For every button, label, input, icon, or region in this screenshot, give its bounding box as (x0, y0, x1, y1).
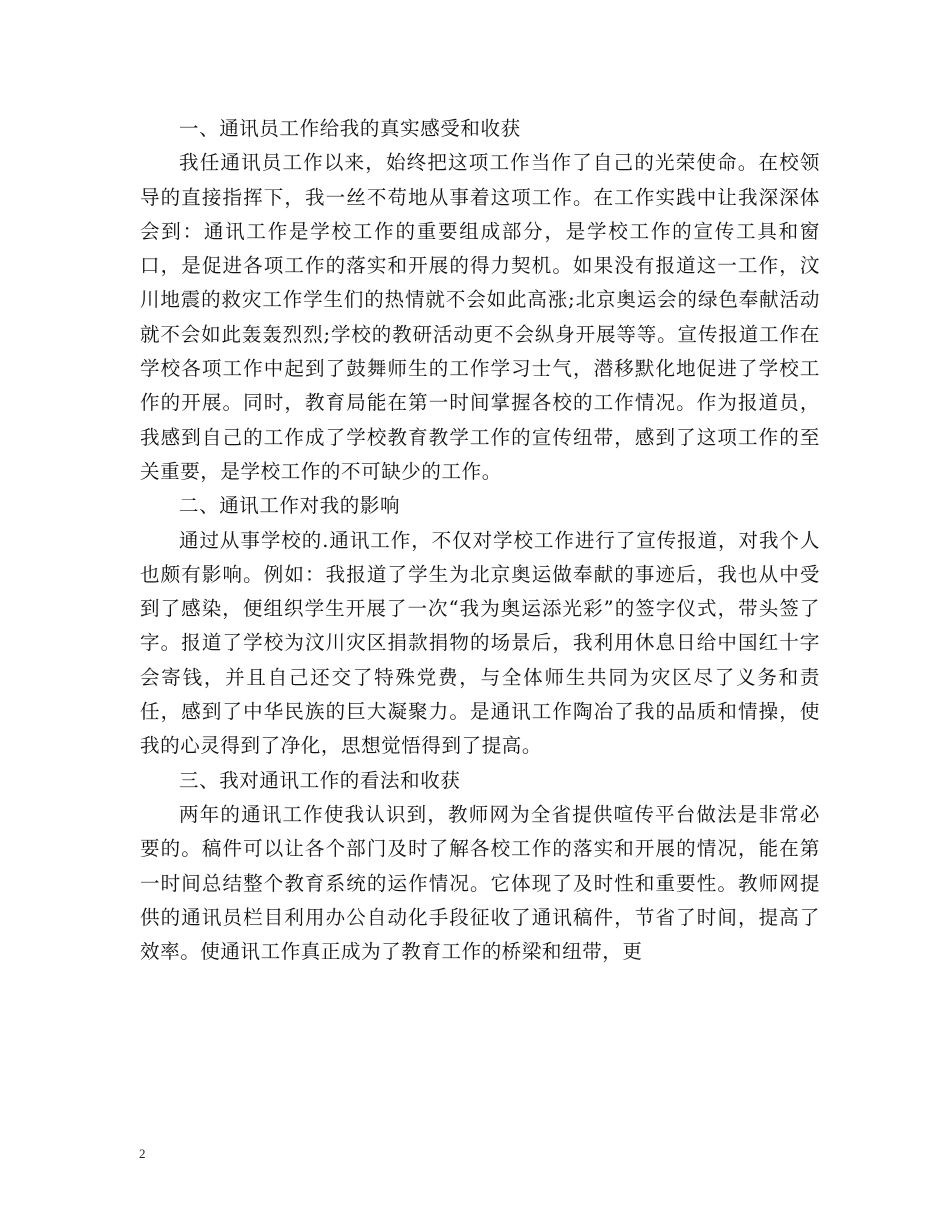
page-number: 2 (139, 1146, 146, 1161)
document-body (140, 112, 820, 969)
section-heading-1: 一、通讯员工作给我的真实感受和收获 (179, 117, 521, 140)
section-heading-2: 二、通讯工作对我的影响 (179, 494, 401, 518)
paragraph-1: 我任通讯员工作以来，始终把这项工作当作了自己的光荣使命。在校领导的直接指挥下，我一丝不苟地从事着这项工作。在工作实践中让我深深体会到：通讯工作是学校工作的重要组成部分，是学校工作的宣传工具和窗口，是促进各项工作的落实和开展的得力契机。如果没有报道这一工作，汶川地震的救灾工作学生们的热情就不会如此高涨;北京奥运会的绿色奉献活动就不会如此轰轰烈烈;学校的教研活动更不会纵身开展等等。宣传报道工作在学校各项工作中起到了鼓舞师生的工作学习士气，潜移默化地促进了学校工作的开展。同时，教育局能在第一时间掌握各校的工作情况。作为报道员，我感到自己的工作成了学校教育教学工作的宣传纽带，感到了这项工作的至关重要，是学校工作的不可缺少的工作。 (140, 151, 820, 483)
paragraph-3: 两年的通讯工作使我认识到，教师网为全省提供喧传平台做法是非常必要的。稿件可以让各个部门及时了解各校工作的落实和开展的情况，能在第一时间总结整个教育系统的运作情况。它体现了及时性和重要性。教师网提供的通讯员栏目利用办公自动化手段征收了通讯稿件，节省了时间，提高了效率。使通讯工作真正成为了教育工作的桥梁和纽带，更 (140, 802, 820, 964)
section-heading-3: 三、我对通讯工作的看法和收获 (179, 768, 461, 792)
paragraph-2: 通过从事学校的.通讯工作，不仅对学校工作进行了宣传报道，对我个人也颇有影响。例如：我报道了学生为北京奥运做奉献的事迹后，我也从中受到了感染，便组织学生开展了一次“我为奥运添光彩”的签字仪式，带头签了字。报道了学校为汶川灾区捐款捐物的场景后，我利用休息日给中国红十字会寄钱，并且自己还交了特殊党费，与全体师生共同为灾区尽了义务和责任，感到了中华民族的巨大凝聚力。是通讯工作陶冶了我的品质和情操，使我的心灵得到了净化，思想觉悟得到了提高。 (140, 528, 820, 758)
